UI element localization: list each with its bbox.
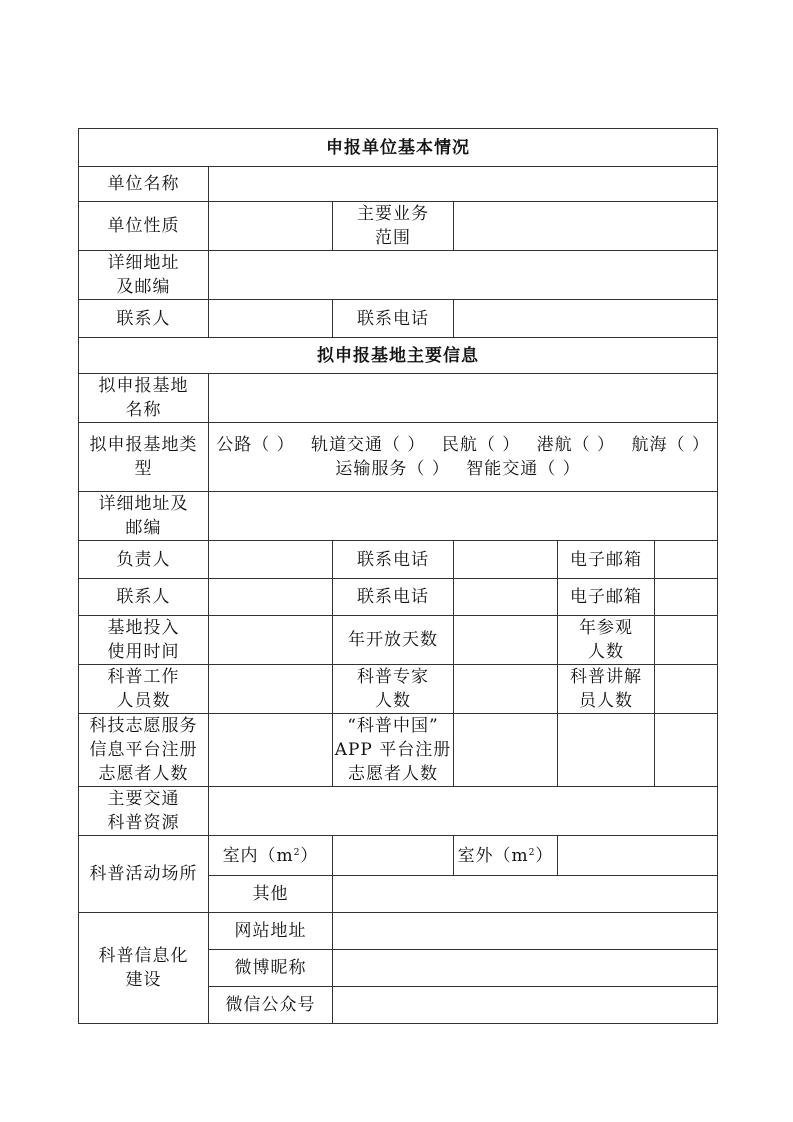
other-venue-label: 其他	[209, 876, 333, 913]
unit-phone-label: 联系电话	[333, 300, 454, 338]
app-volunteer-label: “科普中国” APP 平台注册 志愿者人数	[333, 714, 454, 787]
indoor-label: 室内$(m^2)$	[209, 836, 333, 876]
wechat-field[interactable]	[333, 987, 718, 1024]
outdoor-field[interactable]	[558, 836, 718, 876]
base-contact-phone-field[interactable]	[454, 579, 558, 616]
base-contact-email-label: 电子邮箱	[558, 579, 655, 616]
base-type-label: 拟申报基地类 型	[79, 423, 209, 492]
venue-label: 科普活动场所	[79, 836, 209, 913]
base-address-label: 详细地址及 邮编	[79, 492, 209, 541]
type-option-transport-service[interactable]: 运输服务（ ）	[335, 459, 450, 479]
section-title-applicant: 申报单位基本情况	[79, 129, 718, 167]
indoor-field[interactable]	[333, 836, 454, 876]
base-head-phone-field[interactable]	[454, 541, 558, 579]
unit-nature-field[interactable]	[209, 202, 333, 251]
business-scope-field[interactable]	[454, 202, 718, 251]
type-option-smart-transport[interactable]: 智能交通（ ）	[466, 459, 581, 479]
base-head-email-label: 电子邮箱	[558, 541, 655, 579]
volunteer-platform-label: 科技志愿服务 信息平台注册 志愿者人数	[79, 714, 209, 787]
application-form-table	[78, 128, 718, 1024]
unit-nature-label: 单位性质	[79, 202, 209, 251]
base-type-options	[209, 423, 718, 492]
type-option-rail[interactable]: 轨道交通（ ）	[311, 435, 426, 455]
staff-label: 科普工作 人员数	[79, 665, 209, 714]
start-time-label: 基地投入 使用时间	[79, 616, 209, 665]
other-venue-field[interactable]	[333, 876, 718, 913]
guides-field[interactable]	[655, 665, 718, 714]
weibo-field[interactable]	[333, 950, 718, 987]
blank-cell-a[interactable]	[558, 714, 655, 787]
unit-name-label: 单位名称	[79, 167, 209, 202]
unit-address-label: 详细地址 及邮编	[79, 251, 209, 300]
type-option-highway[interactable]: 公路（ ）	[216, 435, 295, 455]
type-option-navigation[interactable]: 航海（ ）	[631, 435, 710, 455]
unit-contact-label: 联系人	[79, 300, 209, 338]
unit-phone-field[interactable]	[454, 300, 718, 338]
guides-label: 科普讲解 员人数	[558, 665, 655, 714]
open-days-label: 年开放天数	[333, 616, 454, 665]
base-contact-email-field[interactable]	[655, 579, 718, 616]
type-option-civil-aviation[interactable]: 民航（ ）	[441, 435, 521, 455]
visitors-label: 年参观 人数	[558, 616, 655, 665]
section-title-base: 拟申报基地主要信息	[79, 338, 718, 374]
unit-name-field[interactable]	[209, 167, 718, 202]
base-address-field[interactable]	[209, 492, 718, 541]
start-time-field[interactable]	[209, 616, 333, 665]
unit-contact-field[interactable]	[209, 300, 333, 338]
experts-label: 科普专家 人数	[333, 665, 454, 714]
base-head-phone-label: 联系电话	[333, 541, 454, 579]
transport-resources-label: 主要交通 科普资源	[79, 787, 209, 836]
base-contact-label: 联系人	[79, 579, 209, 616]
blank-cell-b[interactable]	[655, 714, 718, 787]
base-head-email-field[interactable]	[655, 541, 718, 579]
wechat-label: 微信公众号	[209, 987, 333, 1024]
outdoor-label: 室外$(m^2)$	[454, 836, 558, 876]
informatization-label: 科普信息化 建设	[79, 913, 209, 1024]
visitors-field[interactable]	[655, 616, 718, 665]
website-label: 网站地址	[209, 913, 333, 950]
open-days-field[interactable]	[454, 616, 558, 665]
type-option-port[interactable]: 港航（ ）	[536, 435, 616, 455]
volunteer-platform-field[interactable]	[209, 714, 333, 787]
unit-address-field[interactable]	[209, 251, 718, 300]
base-head-field[interactable]	[209, 541, 333, 579]
base-contact-phone-label: 联系电话	[333, 579, 454, 616]
base-name-label: 拟申报基地 名称	[79, 374, 209, 423]
base-head-label: 负责人	[79, 541, 209, 579]
transport-resources-field[interactable]	[209, 787, 718, 836]
base-contact-field[interactable]	[209, 579, 333, 616]
app-volunteer-field[interactable]	[454, 714, 558, 787]
base-name-field[interactable]	[209, 374, 718, 423]
staff-field[interactable]	[209, 665, 333, 714]
experts-field[interactable]	[454, 665, 558, 714]
business-scope-label: 主要业务 范围	[333, 202, 454, 251]
weibo-label: 微博昵称	[209, 950, 333, 987]
website-field[interactable]	[333, 913, 718, 950]
